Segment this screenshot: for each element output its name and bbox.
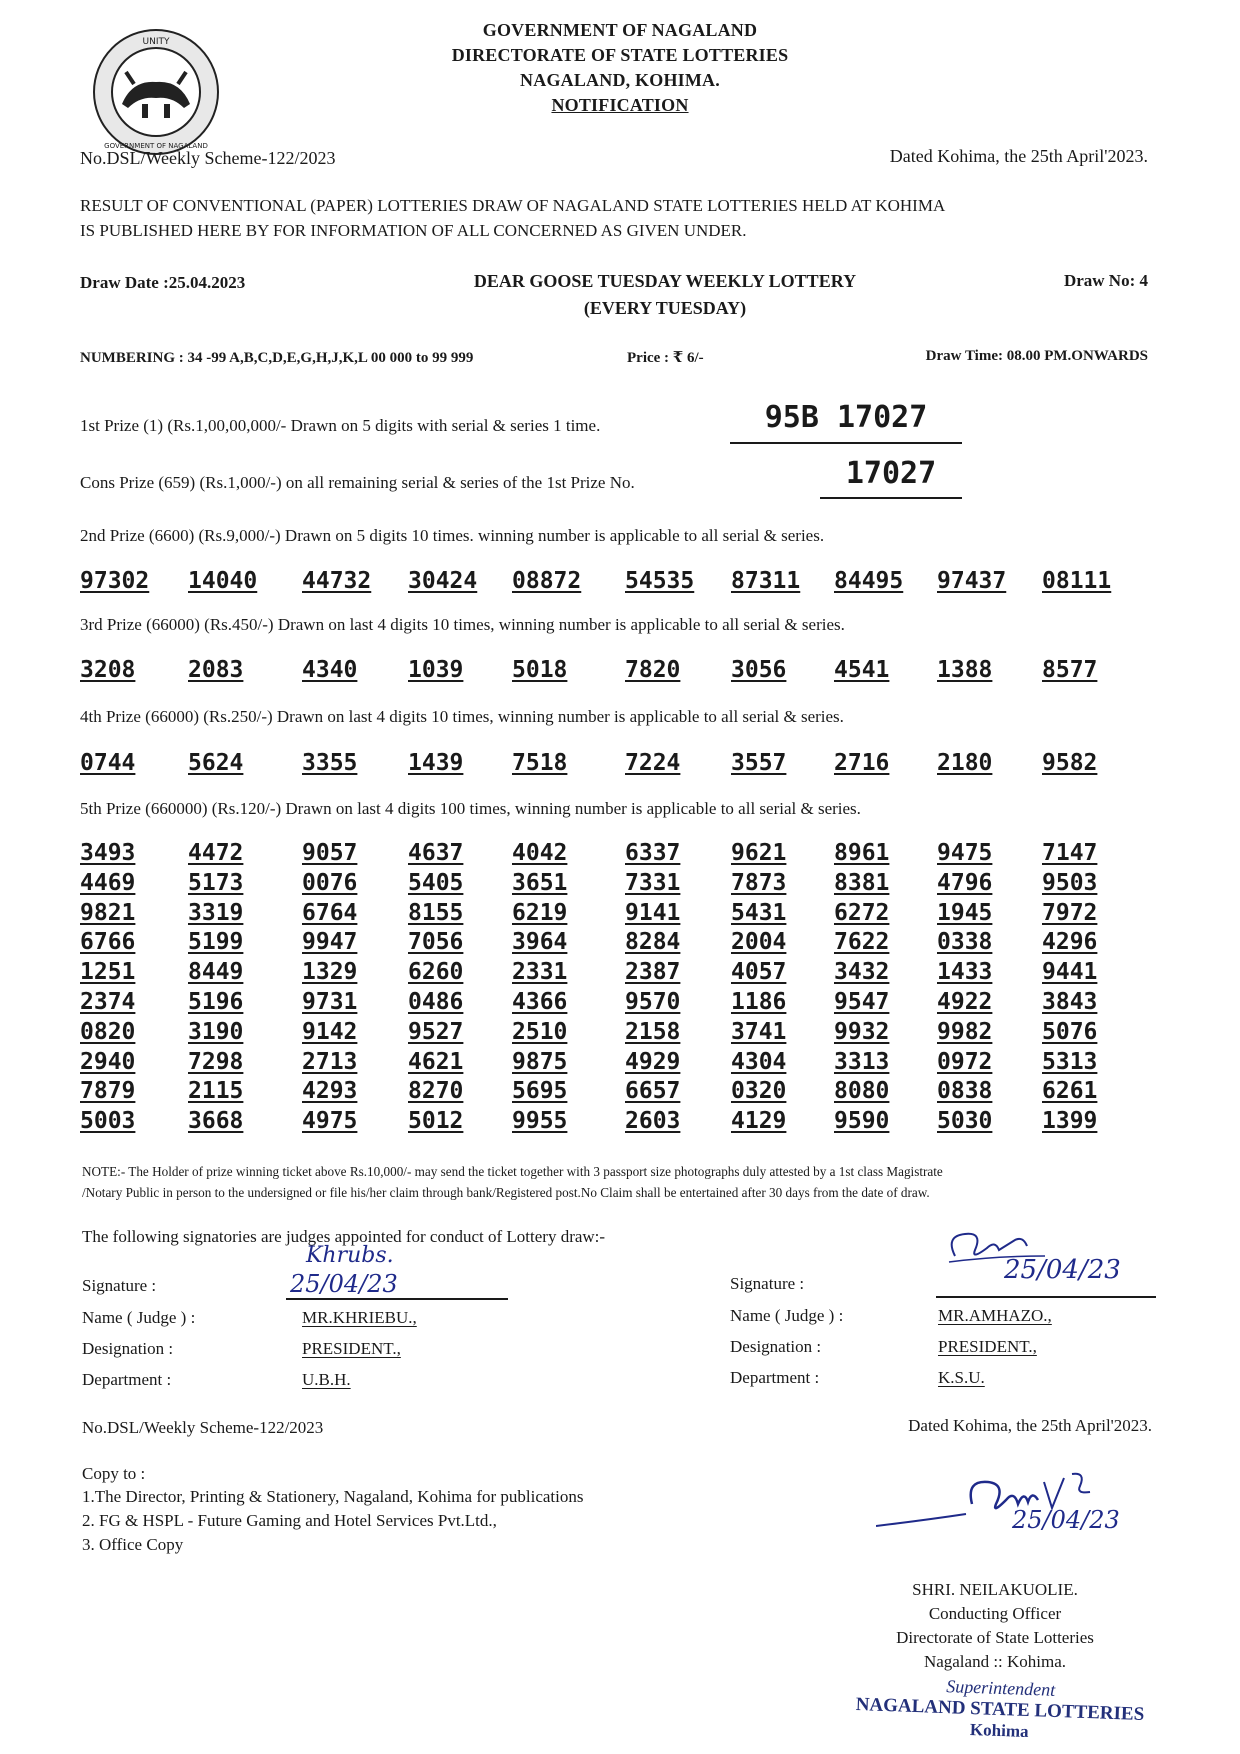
fifth-prize-number: 2713 xyxy=(302,1048,358,1075)
second-prize-number: 97437 xyxy=(937,568,1007,594)
fifth-prize-number: 3651 xyxy=(512,869,568,896)
right-designation-label: Designation : xyxy=(730,1337,822,1356)
fourth-prize-number: 5624 xyxy=(188,750,244,776)
superintendent-stamp xyxy=(829,1672,1171,1747)
fifth-prize-number: 5695 xyxy=(512,1078,568,1105)
fifth-prize-number: 3432 xyxy=(834,959,890,986)
stamp-line-2: NAGALAND STATE LOTTERIES xyxy=(855,1693,1145,1726)
fifth-prize-number: 3319 xyxy=(188,899,244,926)
fifth-prize-number: 6272 xyxy=(834,899,890,926)
fifth-prize-number: 4296 xyxy=(1042,929,1098,956)
fourth-prize-number: 3557 xyxy=(731,750,787,776)
fifth-prize-number: 9547 xyxy=(834,988,890,1015)
fifth-prize-number: 6219 xyxy=(512,899,568,926)
third-prize-number: 3056 xyxy=(731,657,787,683)
right-signature-label: Signature : xyxy=(730,1274,805,1293)
fifth-prize-number: 6764 xyxy=(302,899,358,926)
fifth-prize-number: 5196 xyxy=(188,988,244,1015)
numbering-info: NUMBERING : 34 -99 A,B,C,D,E,G,H,J,K,L 00 000 to 99 999 xyxy=(80,350,474,366)
lottery-title: DEAR GOOSE TUESDAY WEEKLY LOTTERY xyxy=(473,271,857,291)
fifth-prize-number: 9141 xyxy=(625,899,681,926)
intro-line-1: RESULT OF CONVENTIONAL (PAPER) LOTTERIES DRAW OF NAGALAND STATE LOTTERIES HELD AT KOHIMA xyxy=(80,196,946,215)
right-department-label: Department : xyxy=(730,1368,820,1387)
fifth-prize-number: 1399 xyxy=(1042,1108,1098,1135)
fifth-prize-number: 4469 xyxy=(80,869,136,896)
fifth-prize-number: 4637 xyxy=(408,840,464,866)
fifth-prize-number: 5012 xyxy=(408,1108,464,1135)
left-designation-label: Designation : xyxy=(82,1339,174,1358)
fifth-prize-number: 9142 xyxy=(302,1018,358,1045)
second-prize-number: 08872 xyxy=(512,568,582,594)
fifth-prize-row xyxy=(80,929,1160,959)
third-prize-number: 7820 xyxy=(625,657,681,683)
copy-to-label: Copy to : xyxy=(82,1464,146,1483)
fifth-prize-number: 5405 xyxy=(408,869,464,896)
fifth-prize-number: 2374 xyxy=(80,988,136,1015)
right-name-label: Name ( Judge ) : xyxy=(730,1306,844,1325)
note-line-2: /Notary Public in person to the undersigned or file his/her claim through bank/Registered post.No Claim shall be entertained after 30 days from the date of draw. xyxy=(82,1185,930,1200)
fifth-prize-number: 8381 xyxy=(834,869,890,896)
fifth-prize-number: 6260 xyxy=(408,959,464,986)
fifth-prize-number: 9875 xyxy=(512,1048,568,1075)
stamp-line-1: Superintendent xyxy=(945,1676,1056,1700)
fourth-prize-number: 7224 xyxy=(625,750,681,776)
fifth-prize-row xyxy=(80,900,1160,930)
fifth-prize-number: 4796 xyxy=(937,869,993,896)
dated-line: Dated Kohima, the 25th April'2023. xyxy=(889,146,1148,166)
footer-reference-number: No.DSL/Weekly Scheme-122/2023 xyxy=(82,1418,324,1437)
fifth-prize-number: 5030 xyxy=(937,1108,993,1135)
draw-time: Draw Time: 08.00 PM.ONWARDS xyxy=(925,348,1148,364)
right-signature-line xyxy=(936,1296,1156,1298)
fifth-prize-row xyxy=(80,870,1160,900)
fourth-prize-text: 4th Prize (66000) (Rs.250/-) Drawn on last 4 digits 10 times, winning number is applicable to all serial & series. xyxy=(80,707,844,726)
cons-prize-number: 17027 xyxy=(845,456,937,491)
fifth-prize-number: 3668 xyxy=(188,1108,244,1135)
fifth-prize-number: 5431 xyxy=(731,899,787,926)
right-judge-department: K.S.U. xyxy=(938,1368,985,1387)
fifth-prize-number: 8080 xyxy=(834,1078,890,1105)
third-prize-number: 8577 xyxy=(1042,657,1098,683)
right-judge-name: MR.AMHAZO., xyxy=(938,1306,1052,1325)
fifth-prize-number: 8284 xyxy=(625,929,681,956)
copy-item-1: 1.The Director, Printing & Stationery, Nagaland, Kohima for publications xyxy=(82,1487,584,1506)
fifth-prize-row xyxy=(80,959,1160,989)
fifth-prize-number: 1945 xyxy=(937,899,993,926)
fifth-prize-number: 9932 xyxy=(834,1018,890,1045)
price-info: Price : ₹ 6/- xyxy=(627,350,704,366)
draw-number: Draw No: 4 xyxy=(1063,271,1148,290)
fifth-prize-text: 5th Prize (660000) (Rs.120/-) Drawn on last 4 digits 100 times, winning number is applicable to all serial & series. xyxy=(80,799,861,818)
fifth-prize-number: 4929 xyxy=(625,1048,681,1075)
copy-item-3: 3. Office Copy xyxy=(82,1535,184,1554)
fourth-prize-number: 1439 xyxy=(408,750,464,776)
fifth-prize-row xyxy=(80,1049,1160,1079)
fifth-prize-number: 3843 xyxy=(1042,988,1098,1015)
second-prize-text: 2nd Prize (6600) (Rs.9,000/-) Drawn on 5 digits 10 times. winning number is applicable to all serial & series. xyxy=(80,526,825,545)
fifth-prize-number: 8961 xyxy=(834,840,890,866)
first-prize-rule xyxy=(730,442,962,444)
fifth-prize-number: 9947 xyxy=(302,929,358,956)
third-prize-number: 5018 xyxy=(512,657,568,683)
officer-name: SHRI. NEILAKUOLIE. xyxy=(912,1580,1078,1599)
fifth-prize-number: 7972 xyxy=(1042,899,1098,926)
officer-signature-date: 25/04/23 xyxy=(1012,1506,1120,1534)
fifth-prize-number: 1433 xyxy=(937,959,993,986)
fifth-prize-number: 5076 xyxy=(1042,1018,1098,1045)
fifth-prize-number: 8270 xyxy=(408,1078,464,1105)
fifth-prize-number: 5003 xyxy=(80,1108,136,1135)
seal-top-text: UNITY xyxy=(142,37,170,47)
seal-bottom-text: GOVERNMENT OF NAGALAND xyxy=(104,142,208,150)
fifth-prize-number: 4472 xyxy=(188,840,244,866)
left-department-label: Department : xyxy=(82,1370,172,1389)
fifth-prize-number: 6657 xyxy=(625,1078,681,1105)
fifth-prize-number: 9570 xyxy=(625,988,681,1015)
fifth-prize-number: 2331 xyxy=(512,959,568,986)
header-line-2: DIRECTORATE OF STATE LOTTERIES xyxy=(451,45,789,65)
third-prize-number: 3208 xyxy=(80,657,136,683)
left-judge-signature-date: 25/04/23 xyxy=(290,1270,398,1298)
fifth-prize-number: 0320 xyxy=(731,1078,787,1105)
second-prize-number: 87311 xyxy=(731,568,801,594)
officer-place: Nagaland :: Kohima. xyxy=(923,1652,1067,1671)
draw-date: Draw Date :25.04.2023 xyxy=(80,273,246,292)
fifth-prize-number: 9441 xyxy=(1042,959,1098,986)
judges-intro: The following signatories are judges appointed for conduct of Lottery draw:- xyxy=(82,1227,606,1246)
third-prize-text: 3rd Prize (66000) (Rs.450/-) Drawn on last 4 digits 10 times, winning number is applicable to all serial & series. xyxy=(80,615,845,634)
fifth-prize-number: 1329 xyxy=(302,959,358,986)
fourth-prize-number: 2716 xyxy=(834,750,890,776)
second-prize-number: 08111 xyxy=(1042,568,1112,594)
fifth-prize-number: 4922 xyxy=(937,988,993,1015)
fifth-prize-number: 8155 xyxy=(408,899,464,926)
fifth-prize-number: 7879 xyxy=(80,1078,136,1105)
left-judge-signature-name: Khrubs. xyxy=(306,1243,394,1268)
third-prize-number: 2083 xyxy=(188,657,244,683)
fifth-prize-number: 9955 xyxy=(512,1108,568,1135)
fifth-prize-number: 8449 xyxy=(188,959,244,986)
fifth-prize-row xyxy=(80,989,1160,1019)
fifth-prize-number: 4057 xyxy=(731,959,787,986)
intro-line-2: IS PUBLISHED HERE BY FOR INFORMATION OF ALL CONCERNED AS GIVEN UNDER. xyxy=(80,221,747,240)
fifth-prize-number: 2510 xyxy=(512,1018,568,1045)
lottery-subtitle: (EVERY TUESDAY) xyxy=(583,298,747,318)
fifth-prize-number: 2603 xyxy=(625,1108,681,1135)
fifth-prize-number: 3964 xyxy=(512,929,568,956)
fourth-prize-number: 3355 xyxy=(302,750,358,776)
right-judge-designation: PRESIDENT., xyxy=(938,1337,1037,1356)
fifth-prize-number: 7298 xyxy=(188,1048,244,1075)
fifth-prize-row xyxy=(80,1019,1160,1049)
footer-dated-line: Dated Kohima, the 25th April'2023. xyxy=(908,1416,1152,1435)
cons-prize-rule xyxy=(820,497,962,499)
fifth-prize-number: 4293 xyxy=(302,1078,358,1105)
officer-title: Conducting Officer xyxy=(928,1604,1062,1623)
second-prize-number: 84495 xyxy=(834,568,904,594)
fifth-prize-number: 4042 xyxy=(512,840,568,866)
fifth-prize-number: 7056 xyxy=(408,929,464,956)
fifth-prize-number: 3313 xyxy=(834,1048,890,1075)
fifth-prize-number: 1186 xyxy=(731,988,787,1015)
fifth-prize-number: 2387 xyxy=(625,959,681,986)
fifth-prize-number: 4366 xyxy=(512,988,568,1015)
fourth-prize-numbers xyxy=(80,750,1160,780)
fifth-prize-number: 2158 xyxy=(625,1018,681,1045)
fifth-prize-number: 6337 xyxy=(625,840,681,866)
fifth-prize-number: 2004 xyxy=(731,929,787,956)
first-prize-number: 95B 17027 xyxy=(764,400,928,435)
fifth-prize-number: 5313 xyxy=(1042,1048,1098,1075)
left-judge-designation: PRESIDENT., xyxy=(302,1339,401,1358)
fifth-prize-number: 9621 xyxy=(731,840,787,866)
third-prize-number: 4340 xyxy=(302,657,358,683)
fifth-prize-row xyxy=(80,1108,1160,1138)
cons-prize-text: Cons Prize (659) (Rs.1,000/-) on all remaining serial & series of the 1st Prize No. xyxy=(80,473,635,492)
second-prize-number: 44732 xyxy=(302,568,372,594)
fifth-prize-number: 9590 xyxy=(834,1108,890,1135)
left-name-label: Name ( Judge ) : xyxy=(82,1308,196,1327)
fifth-prize-number: 0486 xyxy=(408,988,464,1015)
header-line-3: NAGALAND, KOHIMA. xyxy=(520,70,720,90)
fifth-prize-number: 9503 xyxy=(1042,869,1098,896)
fourth-prize-number: 7518 xyxy=(512,750,568,776)
right-judge-signature-date: 25/04/23 xyxy=(1004,1255,1121,1285)
left-signature-label: Signature : xyxy=(82,1276,157,1295)
fifth-prize-number: 5173 xyxy=(188,869,244,896)
fifth-prize-number: 9527 xyxy=(408,1018,464,1045)
fifth-prize-grid xyxy=(80,840,1160,1138)
fourth-prize-number: 2180 xyxy=(937,750,993,776)
fourth-prize-number: 0744 xyxy=(80,750,136,776)
fifth-prize-number: 6766 xyxy=(80,929,136,956)
fifth-prize-number: 0338 xyxy=(937,929,993,956)
fifth-prize-number: 9475 xyxy=(937,840,993,866)
third-prize-number: 4541 xyxy=(834,657,890,683)
fifth-prize-number: 0076 xyxy=(302,869,358,896)
fifth-prize-number: 0972 xyxy=(937,1048,993,1075)
fifth-prize-row xyxy=(80,1078,1160,1108)
fifth-prize-number: 9731 xyxy=(302,988,358,1015)
second-prize-number: 54535 xyxy=(625,568,695,594)
fifth-prize-number: 1251 xyxy=(80,959,136,986)
notification-title: NOTIFICATION xyxy=(551,95,689,115)
copy-item-2: 2. FG & HSPL - Future Gaming and Hotel Services Pvt.Ltd., xyxy=(82,1511,497,1530)
fifth-prize-number: 3190 xyxy=(188,1018,244,1045)
fifth-prize-number: 0820 xyxy=(80,1018,136,1045)
fifth-prize-number: 7873 xyxy=(731,869,787,896)
third-prize-number: 1039 xyxy=(408,657,464,683)
stamp-line-3: Kohima xyxy=(969,1719,1029,1742)
reference-number: No.DSL/Weekly Scheme-122/2023 xyxy=(80,148,336,168)
note-line-1: NOTE:- The Holder of prize winning ticket above Rs.10,000/- may send the ticket together with 3 passport size photographs duly attested by a 1st class Magistrate xyxy=(82,1164,943,1179)
fifth-prize-number: 9982 xyxy=(937,1018,993,1045)
fifth-prize-number: 4304 xyxy=(731,1048,787,1075)
left-signature-line xyxy=(286,1298,508,1300)
second-prize-number: 97302 xyxy=(80,568,150,594)
fifth-prize-row xyxy=(80,840,1160,870)
fifth-prize-number: 7147 xyxy=(1042,840,1098,866)
left-judge-name: MR.KHRIEBU., xyxy=(302,1308,417,1327)
third-prize-numbers xyxy=(80,657,1160,687)
fifth-prize-number: 7622 xyxy=(834,929,890,956)
fifth-prize-number: 9057 xyxy=(302,840,358,866)
fifth-prize-number: 7331 xyxy=(625,869,681,896)
officer-organization: Directorate of State Lotteries xyxy=(896,1628,1094,1647)
second-prize-numbers xyxy=(80,568,1160,598)
fifth-prize-number: 3493 xyxy=(80,840,136,866)
header-line-1: GOVERNMENT OF NAGALAND xyxy=(482,20,758,40)
fourth-prize-number: 9582 xyxy=(1042,750,1098,776)
fifth-prize-number: 5199 xyxy=(188,929,244,956)
left-judge-department: U.B.H. xyxy=(302,1370,351,1389)
fifth-prize-number: 0838 xyxy=(937,1078,993,1105)
fifth-prize-number: 3741 xyxy=(731,1018,787,1045)
fifth-prize-number: 9821 xyxy=(80,899,136,926)
fifth-prize-number: 4975 xyxy=(302,1108,358,1135)
first-prize-text: 1st Prize (1) (Rs.1,00,00,000/- Drawn on 5 digits with serial & series 1 time. xyxy=(80,416,601,435)
fifth-prize-number: 2940 xyxy=(80,1048,136,1075)
fifth-prize-number: 6261 xyxy=(1042,1078,1098,1105)
second-prize-number: 30424 xyxy=(408,568,478,594)
fifth-prize-number: 4129 xyxy=(731,1108,787,1135)
third-prize-number: 1388 xyxy=(937,657,993,683)
fifth-prize-number: 4621 xyxy=(408,1048,464,1075)
second-prize-number: 14040 xyxy=(188,568,258,594)
fifth-prize-number: 2115 xyxy=(188,1078,244,1105)
